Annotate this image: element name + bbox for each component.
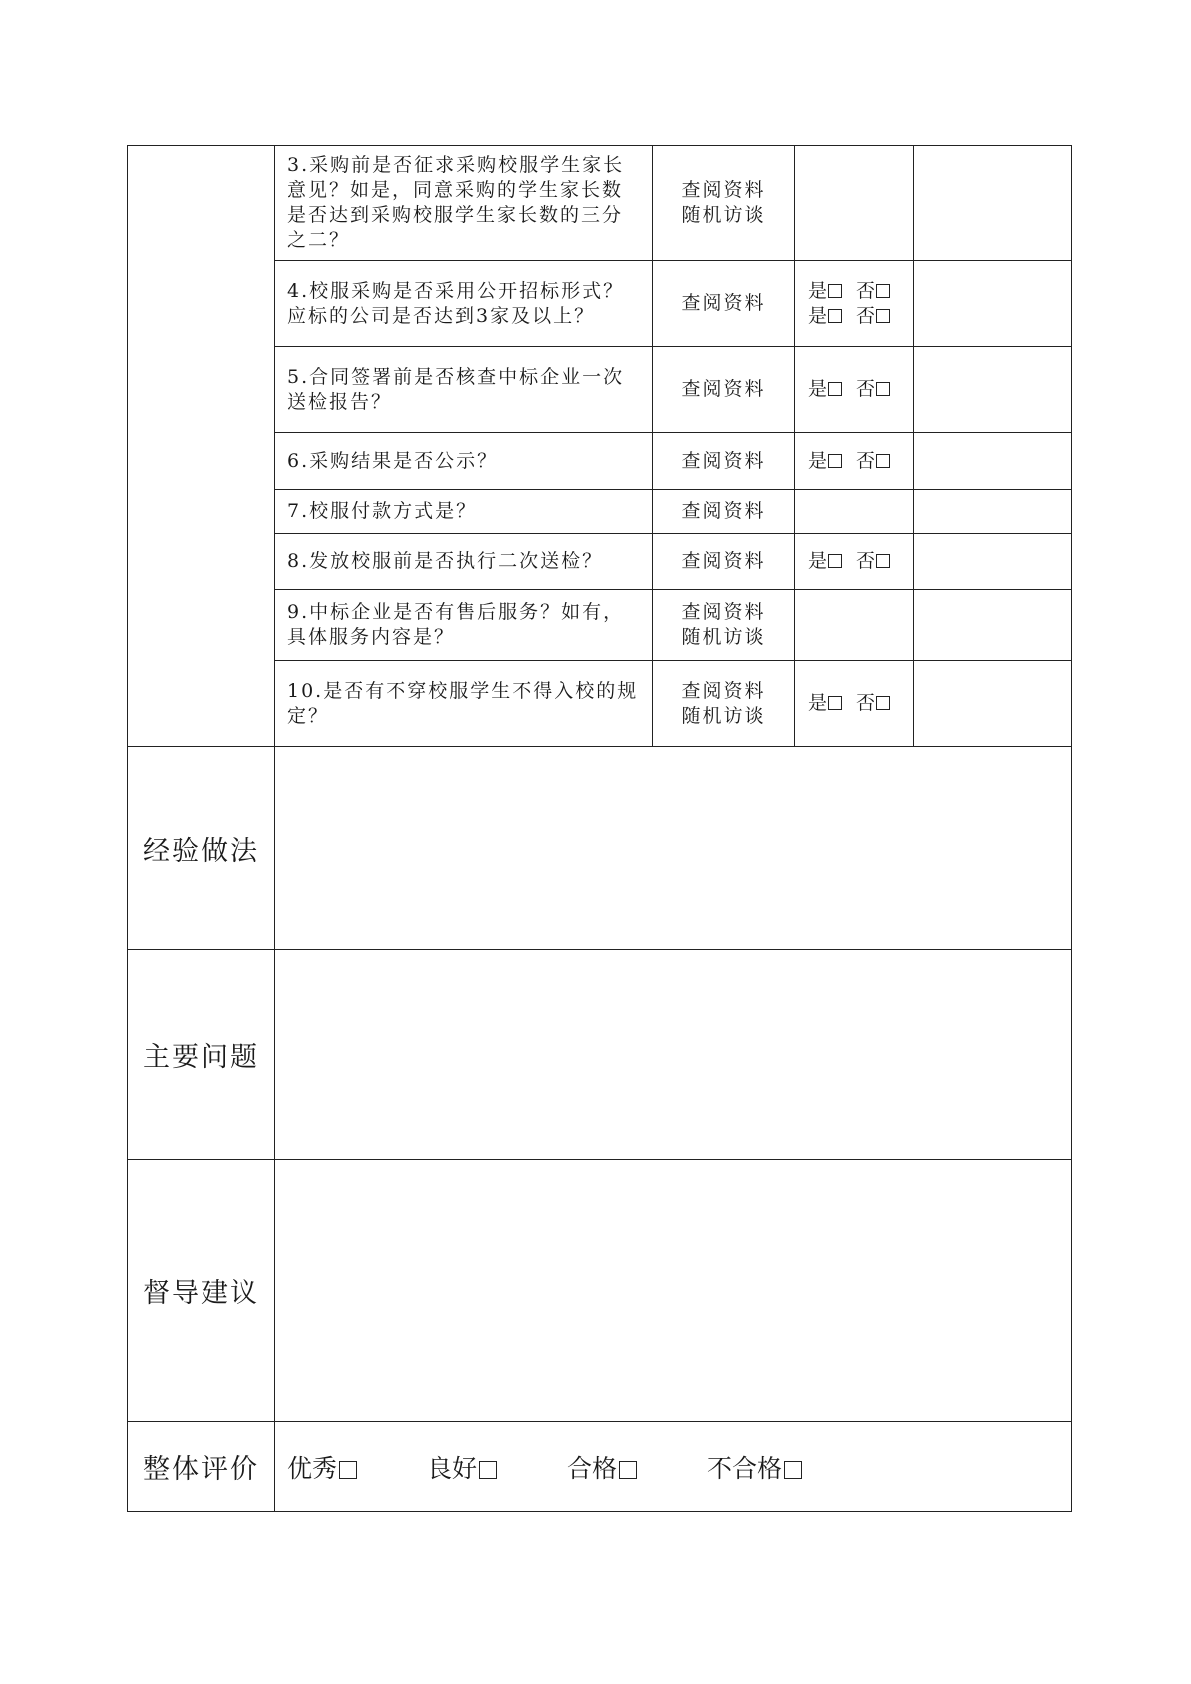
yes-label: 是 [808,550,828,572]
grade-option[interactable] [287,1449,357,1485]
item-question: 3.采购前是否征求采购校服学生家长意见？如是，同意采购的学生家长数是否达到采购校服学生家长数的三分之二？ [275,146,653,261]
item-remark [914,590,1072,661]
no-label: 否 [856,692,876,714]
yes-label: 是 [808,279,828,302]
grade-options [275,1422,1072,1512]
item-method [653,490,795,534]
grade-option[interactable] [707,1449,802,1485]
item-question: 6.采购结果是否公示？ [275,433,653,490]
no-checkbox[interactable] [876,382,890,396]
item-answer [795,534,914,590]
grade-label: 不合格 [707,1453,783,1483]
yes-checkbox[interactable] [828,696,842,710]
item-answer [795,433,914,490]
method-line: 查阅资料 [681,378,766,400]
problems-row [128,950,1072,1160]
item-remark [914,490,1072,534]
method-line: 查阅资料 [681,601,766,623]
category-cell [128,146,275,747]
yes-label: 是 [808,378,828,400]
no-label: 否 [856,279,876,302]
item-method [653,433,795,490]
item-remark [914,261,1072,347]
yes-checkbox[interactable] [828,309,842,323]
item-method [653,146,795,261]
yes-checkbox[interactable] [828,284,842,298]
no-label: 否 [856,304,876,327]
grade-option[interactable] [427,1449,497,1485]
method-line: 随机访谈 [681,204,766,226]
yes-no-line [808,691,913,716]
method-line: 查阅资料 [681,550,766,572]
inspection-form-table [127,145,1072,1512]
item-question: 5.合同签署前是否核查中标企业一次送检报告？ [275,347,653,433]
overall-row [128,1422,1072,1512]
grade-option[interactable] [567,1449,637,1485]
yes-no-line [808,449,913,474]
yes-no-line [808,304,913,329]
item-question: 10.是否有不穿校服学生不得入校的规定？ [275,661,653,747]
item-answer [795,490,914,534]
overall-label: 整体评价 [128,1422,275,1512]
method-line: 查阅资料 [681,449,766,472]
suggestions-label: 督导建议 [128,1160,275,1422]
experience-row [128,747,1072,950]
item-answer [795,146,914,261]
no-checkbox[interactable] [876,696,890,710]
item-answer [795,590,914,661]
item-remark [914,146,1072,261]
item-row [128,146,1072,261]
grade-checkbox[interactable] [784,1461,802,1479]
no-checkbox[interactable] [876,284,890,298]
item-remark [914,347,1072,433]
suggestions-input[interactable] [275,1160,1072,1422]
problems-label: 主要问题 [128,950,275,1160]
method-line: 随机访谈 [681,704,766,727]
grade-label: 良好 [427,1453,478,1483]
no-checkbox[interactable] [876,554,890,568]
item-question: 4.校服采购是否采用公开招标形式？应标的公司是否达到3家及以上？ [275,261,653,347]
grade-label: 合格 [567,1453,618,1483]
yes-label: 是 [808,304,828,327]
no-label: 否 [856,550,876,572]
item-method [653,261,795,347]
item-remark [914,433,1072,490]
method-line: 查阅资料 [681,500,766,522]
item-question: 8.发放校服前是否执行二次送检？ [275,534,653,590]
no-checkbox[interactable] [876,309,890,323]
method-line: 查阅资料 [681,292,766,314]
yes-checkbox[interactable] [828,382,842,396]
no-label: 否 [856,378,876,400]
item-answer [795,347,914,433]
experience-input[interactable] [275,747,1072,950]
method-line: 随机访谈 [681,626,766,648]
yes-no-line [808,549,913,574]
item-answer [795,661,914,747]
no-checkbox[interactable] [876,454,890,468]
yes-checkbox[interactable] [828,454,842,468]
method-line: 查阅资料 [681,679,766,702]
suggestions-row [128,1160,1072,1422]
no-label: 否 [856,449,876,472]
grade-label: 优秀 [287,1453,338,1483]
item-method [653,534,795,590]
grade-checkbox[interactable] [479,1461,497,1479]
item-method [653,347,795,433]
item-answer [795,261,914,347]
item-method [653,590,795,661]
yes-no-line [808,377,913,402]
yes-label: 是 [808,449,828,472]
method-line: 查阅资料 [681,179,766,201]
grade-checkbox[interactable] [619,1461,637,1479]
item-remark [914,661,1072,747]
yes-label: 是 [808,692,828,714]
experience-label: 经验做法 [128,747,275,950]
yes-no-line [808,279,913,304]
grade-checkbox[interactable] [339,1461,357,1479]
problems-input[interactable] [275,950,1072,1160]
yes-checkbox[interactable] [828,554,842,568]
item-remark [914,534,1072,590]
item-question: 7.校服付款方式是？ [275,490,653,534]
item-question: 9.中标企业是否有售后服务？如有，具体服务内容是？ [275,590,653,661]
item-method [653,661,795,747]
